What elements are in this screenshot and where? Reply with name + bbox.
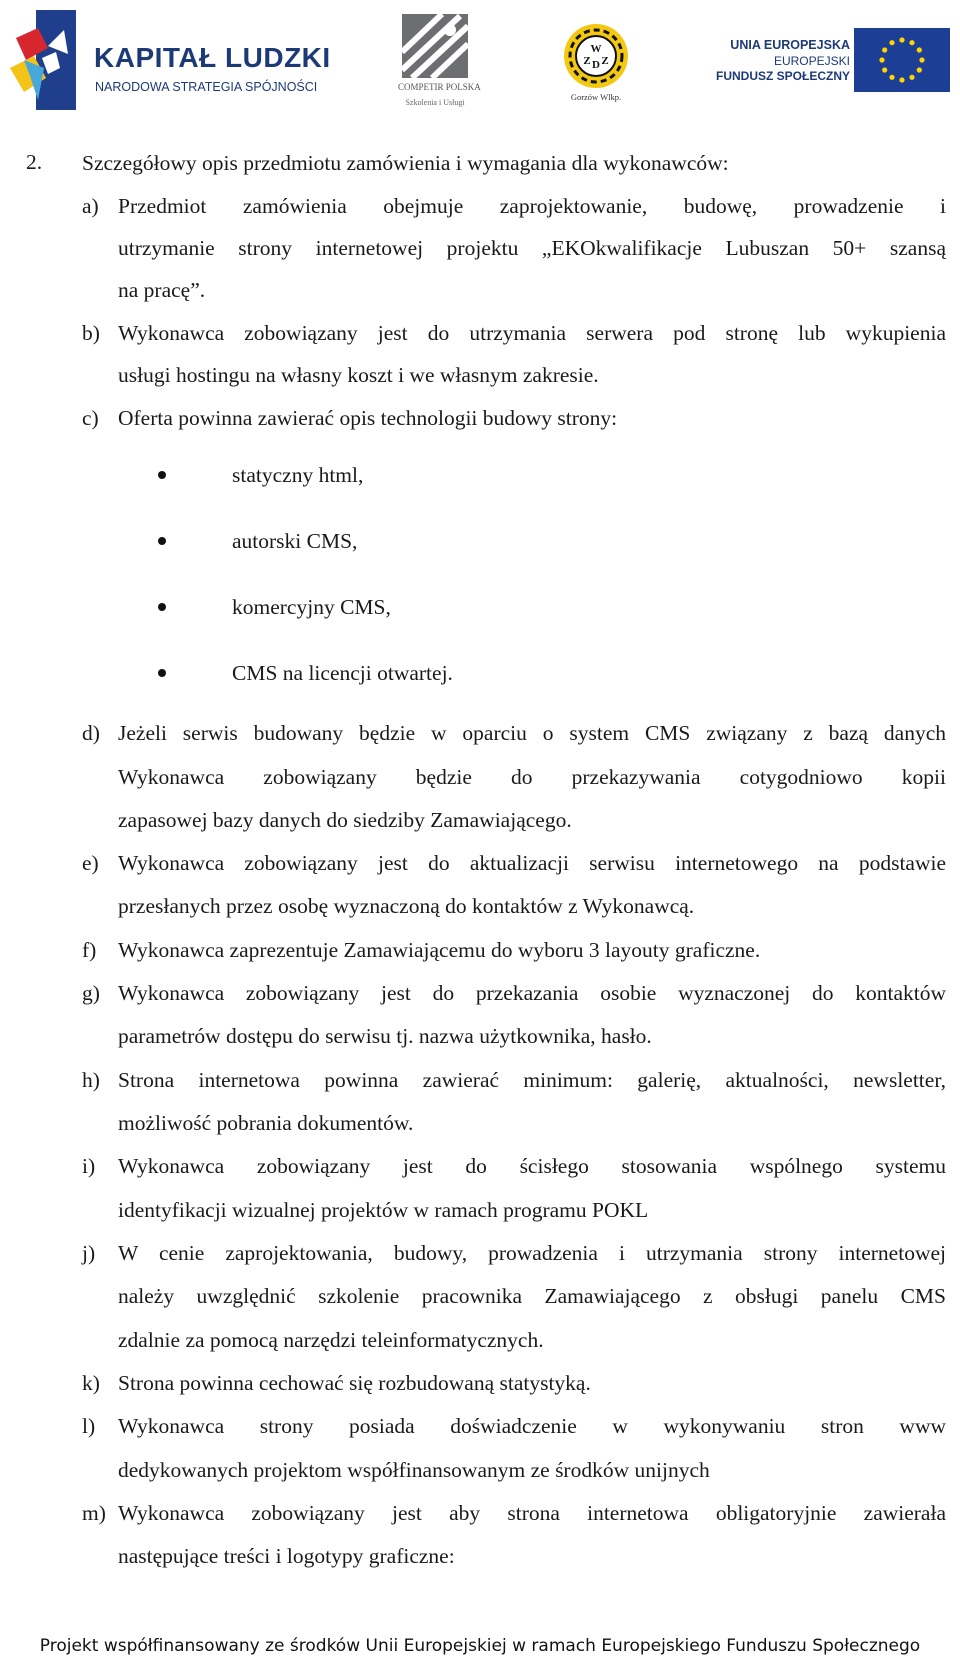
competir-subtitle: Szkolenia i Usługi xyxy=(405,98,465,107)
zdz-city: Gorzów Wlkp. xyxy=(570,92,622,102)
item-text-line: możliwość pobrania dokumentów. xyxy=(118,1111,414,1135)
svg-text:Z: Z xyxy=(601,55,609,67)
eu-efs-logo xyxy=(710,26,950,96)
technology-item: autorski CMS, xyxy=(232,529,358,553)
item-text-line: zdalnie za pomocą narzędzi teleinformatycznych. xyxy=(118,1328,544,1352)
item-label: k) xyxy=(82,1371,100,1395)
eu-line-1: UNIA EUROPEJSKA xyxy=(730,38,850,52)
item-text-line: na pracę”. xyxy=(118,278,206,302)
svg-text:Z: Z xyxy=(583,55,591,67)
item-text-line: Wykonawca zobowiązany jest do utrzymania serwera pod stronę lub wykupienia xyxy=(118,321,946,345)
item-text-line: Oferta powinna zawierać opis technologii budowy strony: xyxy=(118,406,618,430)
bullet-icon xyxy=(158,669,166,677)
item-text-line: usługi hostingu na własny koszt i we własnym zakresie. xyxy=(118,363,599,387)
technology-item: CMS na licencji otwartej. xyxy=(232,661,453,685)
bullet-icon xyxy=(158,471,166,479)
item-text-line: Wykonawca zobowiązany jest do ścisłego stosowania wspólnego systemu xyxy=(118,1154,946,1178)
item-text-line: następujące treści i logotypy graficzne: xyxy=(118,1544,455,1568)
header-logos xyxy=(0,0,960,120)
item-label: l) xyxy=(82,1414,96,1438)
item-label: m) xyxy=(82,1501,106,1525)
zdz-logo xyxy=(554,22,638,104)
technology-item: statyczny html, xyxy=(232,463,364,487)
item-label: f) xyxy=(82,938,97,962)
item-label: e) xyxy=(82,851,99,875)
item-text-line: Wykonawca zaprezentuje Zamawiającemu do wyboru 3 layouty graficzne. xyxy=(118,938,761,962)
item-text-line: parametrów dostępu do serwisu tj. nazwa użytkownika, hasło. xyxy=(118,1024,652,1048)
competir-polska-logo xyxy=(398,12,481,112)
item-label: d) xyxy=(82,721,100,745)
kapital-ludzki-star-icon xyxy=(8,8,78,112)
section-title: Szczegółowy opis przedmiotu zamówienia i wymagania dla wykonawców: xyxy=(82,151,729,175)
item-text-line: przesłanych przez osobę wyznaczoną do kontaktów z Wykonawcą. xyxy=(118,894,695,918)
item-label: g) xyxy=(82,981,100,1005)
item-text-line: należy uwzględnić szkolenie pracownika Zamawiającego z obsługi panelu CMS xyxy=(118,1284,946,1308)
kapital-ludzki-subtitle: NARODOWA STRATEGIA SPÓJNOŚCI xyxy=(95,80,318,94)
item-text-line: Przedmiot zamówienia obejmuje zaprojektowanie, budowę, prowadzenie i xyxy=(118,194,946,218)
item-text-line: Wykonawca zobowiązany jest do przekazania osobie wyznaczonej do kontaktów xyxy=(118,981,946,1005)
page-footer: Projekt współfinansowany ze środków Unii Europejskiej w ramach Europejskiego Funduszu Społecznego xyxy=(39,1636,921,1656)
item-label: i) xyxy=(82,1154,96,1178)
item-label: b) xyxy=(82,321,100,345)
bullet-icon xyxy=(158,603,166,611)
item-text-line: Jeżeli serwis budowany będzie w oparciu o system CMS związany z bazą danych xyxy=(118,721,946,745)
eu-line-2: EUROPEJSKI xyxy=(773,54,850,68)
item-label: c) xyxy=(82,406,99,430)
section-number: 2. xyxy=(26,150,43,174)
item-text-line: utrzymanie strony internetowej projektu „EKOkwalifikacje Lubuszan 50+ szansą xyxy=(118,236,946,260)
item-text-line: zapasowej bazy danych do siedziby Zamawiającego. xyxy=(118,808,572,832)
svg-text:D: D xyxy=(592,59,600,71)
competir-name: COMPETIR POLSKA xyxy=(398,82,481,92)
item-text-line: identyfikacji wizualnej projektów w ramach programu POKL xyxy=(118,1198,649,1222)
item-text-line: Strona powinna cechować się rozbudowaną statystyką. xyxy=(118,1371,591,1395)
eu-flag-icon xyxy=(854,28,950,92)
competir-emblem-icon xyxy=(398,12,472,82)
technology-item: komercyjny CMS, xyxy=(232,595,391,619)
bullet-icon xyxy=(158,537,166,545)
item-text-line: Wykonawca zobowiązany jest do aktualizacji serwisu internetowego na podstawie xyxy=(118,851,946,875)
item-text-line: Wykonawca strony posiada doświadczenie w wykonywaniu stron www xyxy=(118,1414,946,1438)
eu-line-3: FUNDUSZ SPOŁECZNY xyxy=(715,69,850,83)
item-text-line: Wykonawca zobowiązany będzie do przekazywania cotygodniowo kopii xyxy=(118,765,946,789)
kapital-ludzki-name: KAPITAŁ LUDZKI xyxy=(94,42,331,73)
item-label: h) xyxy=(82,1068,100,1092)
svg-text:W: W xyxy=(590,43,602,55)
item-text-line: Wykonawca zobowiązany jest aby strona internetowa obligatoryjnie zawierała xyxy=(118,1501,946,1525)
item-text-line: dedykowanych projektom współfinansowanym ze środków unijnych xyxy=(118,1458,710,1482)
item-label: j) xyxy=(82,1241,96,1265)
kapital-ludzki-logo xyxy=(8,8,331,116)
zdz-gear-icon xyxy=(554,22,638,92)
item-text-line: W cenie zaprojektowania, budowy, prowadzenia i utrzymania strony internetowej xyxy=(118,1241,946,1265)
item-label: a) xyxy=(82,194,99,218)
item-text-line: Strona internetowa powinna zawierać minimum: galerię, aktualności, newsletter, xyxy=(118,1068,946,1092)
